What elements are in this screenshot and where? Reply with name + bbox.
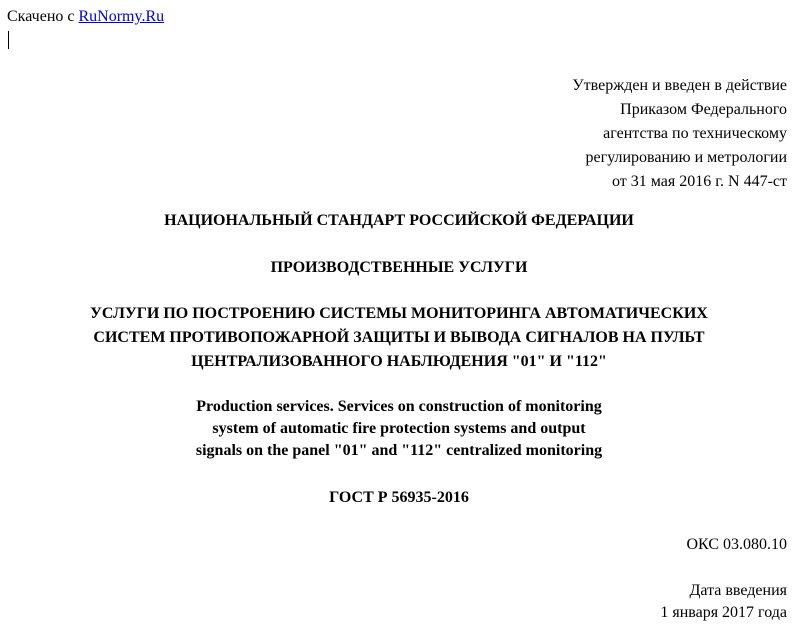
download-source-line [7,7,164,27]
title-en-line: system of automatic fire protection systems and output [212,420,586,437]
runormy-link[interactable]: RuNormy.Ru [78,8,165,25]
category-heading [0,258,798,278]
introduction-date-block [660,580,787,624]
oks-code: ОКС 03.080.10 [686,536,787,553]
intro-date: 1 января 2017 года [660,604,787,621]
title-en-line: signals on the panel "01" and "112" centralized monitoring [195,442,603,459]
gost-number [0,488,798,508]
national-standard-text: НАЦИОНАЛЬНЫЙ СТАНДАРТ РОССИЙСКОЙ ФЕДЕРАЦИИ [164,212,634,229]
approval-line: Утвержден и введен в действие [572,77,787,94]
title-russian [0,302,798,374]
category-text: ПРОИЗВОДСТВЕННЫЕ УСЛУГИ [270,259,528,276]
download-prefix: Скачено с [7,8,79,25]
approval-block [572,74,787,194]
title-ru-line: ЦЕНТРАЛИЗОВАННОГО НАБЛЮДЕНИЯ "01" И "112" [191,353,607,370]
approval-line: регулированию и метрологии [585,149,787,166]
national-standard-heading [0,211,798,231]
title-en-line: Production services. Services on construction of monitoring [196,398,602,415]
title-english [0,396,798,462]
text-cursor [8,31,9,49]
title-ru-line: СИСТЕМ ПРОТИВОПОЖАРНОЙ ЗАЩИТЫ И ВЫВОДА СИГНАЛОВ НА ПУЛЬТ [93,329,705,346]
gost-text: ГОСТ Р 56935-2016 [329,489,469,506]
title-ru-line: УСЛУГИ ПО ПОСТРОЕНИЮ СИСТЕМЫ МОНИТОРИНГА АВТОМАТИЧЕСКИХ [90,305,708,322]
approval-line: от 31 мая 2016 г. N 447-ст [612,173,787,190]
approval-line: Приказом Федерального [620,101,787,118]
approval-line: агентства по техническому [603,125,787,142]
intro-label: Дата введения [689,582,787,599]
